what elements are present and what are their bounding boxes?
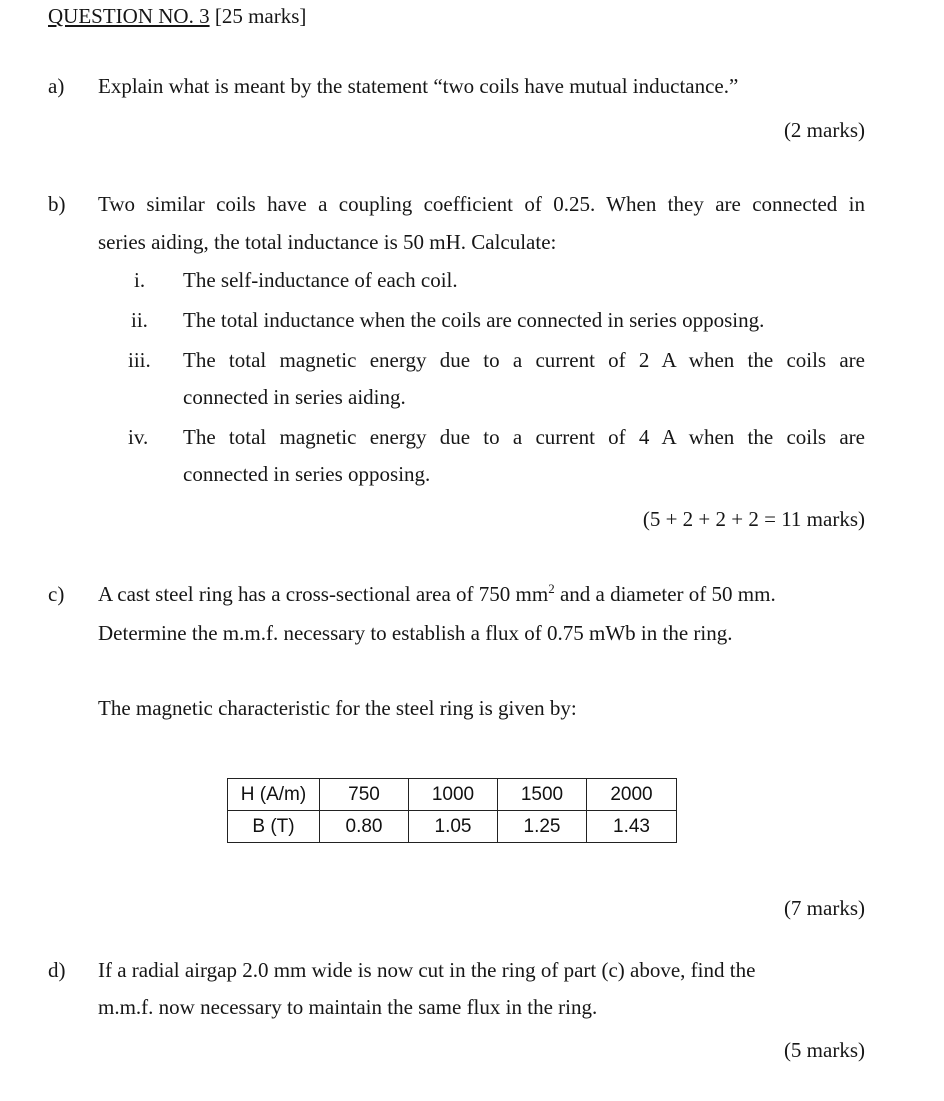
table-cell: 2000 <box>587 779 677 811</box>
question-heading <box>48 4 306 29</box>
part-b-label: b) <box>48 192 66 216</box>
table-cell: 1.05 <box>409 811 498 843</box>
magnetic-characteristic-table <box>227 778 677 843</box>
part-b-marks: (5 + 2 + 2 + 2 = 11 marks) <box>642 507 865 531</box>
part-c-line-1 <box>98 582 865 607</box>
part-b-item-text: The self-inductance of each coil. <box>183 268 458 292</box>
part-b-line-2: series aiding, the total inductance is 50 mH. Calculate: <box>98 230 557 254</box>
table-cell: 1500 <box>498 779 587 811</box>
table-cell: 750 <box>320 779 409 811</box>
table-cell: 1.25 <box>498 811 587 843</box>
table-row <box>228 811 677 843</box>
part-b-item-text-continued: connected in series opposing. <box>183 462 431 486</box>
part-a-marks: (2 marks) <box>783 118 865 142</box>
table-cell: 1000 <box>409 779 498 811</box>
part-b-item-number: iv. <box>128 425 149 449</box>
part-d-label: d) <box>48 958 66 982</box>
table-cell: H (A/m) <box>228 779 320 811</box>
part-b-item-text: The total inductance when the coils are connected in series opposing. <box>183 308 765 332</box>
part-c-line-2: Determine the m.m.f. necessary to establish a flux of 0.75 mWb in the ring. <box>98 621 733 645</box>
part-a-text: Explain what is meant by the statement “two coils have mutual inductance.” <box>98 74 739 98</box>
part-d-marks: (5 marks) <box>783 1038 865 1062</box>
part-b-item-text: The total magnetic energy due to a current of 2 A when the coils are <box>183 348 865 372</box>
part-d-line-2: m.m.f. now necessary to maintain the same flux in the ring. <box>98 995 598 1019</box>
table-row <box>228 779 677 811</box>
part-b-item-text-continued: connected in series aiding. <box>183 385 406 409</box>
question-title: QUESTION NO. 3 <box>48 4 210 28</box>
part-b-item-number: iii. <box>128 348 151 372</box>
part-a-label: a) <box>48 74 65 98</box>
part-d-line-1: If a radial airgap 2.0 mm wide is now cut in the ring of part (c) above, find the <box>98 958 756 982</box>
part-c-marks: (7 marks) <box>783 896 865 920</box>
question-total-marks: [25 marks] <box>214 4 307 28</box>
part-b-line-1: Two similar coils have a coupling coefficient of 0.25. When they are connected in <box>98 192 865 216</box>
part-b-item-text: The total magnetic energy due to a current of 4 A when the coils are <box>183 425 865 449</box>
part-c-line-3: The magnetic characteristic for the steel ring is given by: <box>98 696 577 720</box>
table-cell: 1.43 <box>587 811 677 843</box>
table-cell: B (T) <box>228 811 320 843</box>
superscript-2: 2 <box>548 581 555 596</box>
part-b-item-number: ii. <box>131 308 148 332</box>
part-b-item-number: i. <box>134 268 146 292</box>
table-cell: 0.80 <box>320 811 409 843</box>
part-c-line-1-start: A cast steel ring has a cross-sectional area of 750 $mm^2$ and a diameter of 50 mm. <box>98 581 776 606</box>
part-c-label: c) <box>48 582 65 606</box>
